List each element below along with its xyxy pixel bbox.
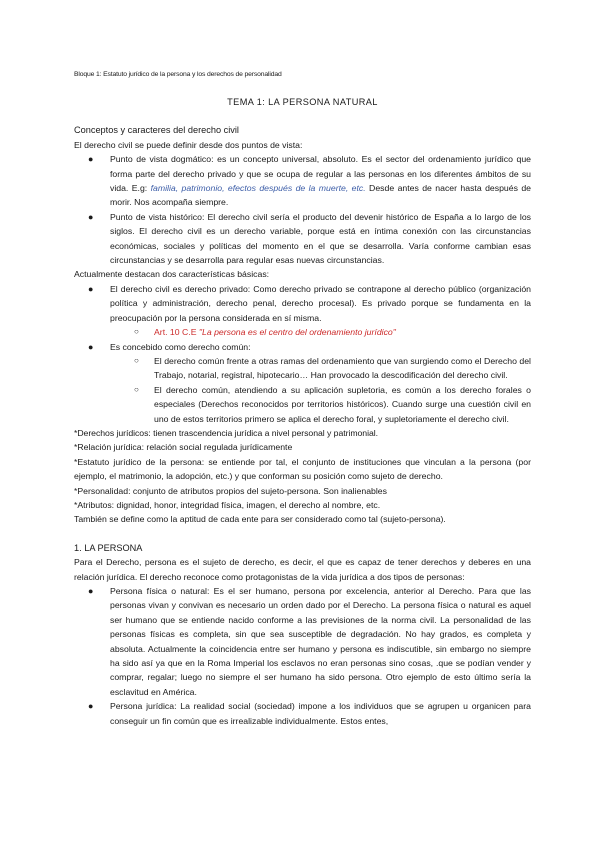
definition-atributos: *Atributos: dignidad, honor, integridad física, imagen, el derecho al nombre, etc. — [74, 499, 381, 510]
hollow-bullet-icon: ○ — [134, 384, 139, 394]
list-item: ● Punto de vista histórico: El derecho civil sería el producto del devenir histórico de España a lo largo de los siglos. El derecho civil es un derecho variable, porque está en íntima conexión con las circunstancias económicas, sociales y políticas del momento en el que se desarrolla. Varía conforme cambian esas circunstancias y se desarrolla para regular esas nuevas circunstancias. — [88, 211, 532, 266]
persona-type-label: Persona jurídica: — [110, 701, 177, 712]
examples-text: familia, patrimonio, efectos después de la muerte, etc. — [150, 183, 366, 194]
hollow-bullet-icon: ○ — [134, 327, 139, 337]
sub-list-item: ○ El derecho común frente a otras ramas del ordenamiento que van surgiendo como el Derecho del Trabajo, notarial, registral, hipotecario… Han provocado la descodificación del derecho civil. — [134, 355, 531, 381]
characteristics-intro: Actualmente destacan dos características básicas: — [74, 269, 270, 280]
sub-list-item — [110, 325, 531, 339]
bullet-icon: ● — [88, 341, 94, 352]
document-header: Bloque 1: Estatuto jurídico de la persona y los derechos de personalidad — [74, 71, 282, 78]
sub-list-item: ○ El derecho común, atendiendo a su aplicación supletoria, es común a los derecho forales o especiales (Derechos reconocidos por territorios históricos). Cuando surge una cuestión civil en uno de estos territorios primero se aplica el derecho foral, y supletoriamente el derecho civil. — [134, 384, 531, 424]
page-title: TEMA 1: LA PERSONA NATURAL — [227, 97, 378, 107]
persona-type-label: Persona física o natural: — [110, 586, 210, 596]
section-intro: El derecho civil se puede definir desde dos puntos de vista: — [74, 139, 303, 150]
definition-relacion-juridica: *Relación jurídica: relación social regulada jurídicamente — [74, 442, 293, 453]
list-item: ● El derecho civil es derecho privado: Como derecho privado se contrapone al derecho público (organización política y administración, derecho penal, derecho procesal). Es privado porque se fundamenta en la preocupación por la persona considerada en sí misma. — [88, 283, 531, 323]
bullet-icon: ● — [88, 701, 94, 712]
definition-aptitud: También se define como la aptitud de cada ente para ser considerado como tal (sujeto-persona). — [74, 514, 446, 525]
bullet-icon: ● — [88, 283, 94, 294]
list-item: ● Persona física o natural: Es el ser humano, persona por excelencia, anterior al Derecho. Para que las personas vivan y convivan es necesario un orden dado por el Derecho. La persona física o natural es aquel ser humano que se entiende nacido conforme a las previsiones de la norma civil. La personalidad de las personas físicas es completa, sin que sea susceptible de degradación. No hay grados, es completa y absoluta. Actualmente la coincidencia entre ser humano y persona es indiscutible, sin embargo no siempre ha sido así ya que en la Roma Imperial los esclavos no eran personas sino cosas, .que se podían vender y comprar, regalar; luego no siempre el ser humano ha sido persona. Otro ejemplo de esto último sería la esclavitud en América. — [88, 586, 531, 697]
bullet-icon: ● — [88, 154, 94, 165]
characteristics-list — [74, 282, 531, 426]
viewpoints-list — [74, 152, 531, 267]
persona-types-list — [74, 584, 531, 728]
hollow-bullet-icon: ○ — [134, 355, 139, 365]
bullet-icon: ● — [88, 586, 94, 596]
bullet-icon: ● — [88, 211, 94, 222]
definition-derechos-juridicos: *Derechos jurídicos: tienen trascendencia jurídica a nivel personal y patrimonial. — [74, 427, 378, 438]
definition-estatuto-juridico: *Estatuto jurídico de la persona: se entiende por tal, el conjunto de instituciones que vinculan a la persona (por ejemplo, el matrimonio, la adopción, etc.) y que conforman su posición como sujeto de derecho. — [74, 456, 531, 482]
definition-personalidad: *Personalidad: conjunto de atributos propios del sujeto-persona. Son inalienables — [74, 485, 387, 496]
list-item: ● Punto de vista dogmático: es un concepto universal, absoluto. Es el sector del ordenamiento jurídico que forma parte del derecho privado y que se ocupa de regular a las personas en los diferentes ámbitos de su vida. E.g: familia, patrimonio, efectos después de la muerte, etc. Desde antes de nacer hasta después de morir. Nos acompaña siempre. — [88, 154, 531, 208]
list-item: ● Es concebido como derecho común: — [74, 340, 531, 354]
section-intro: Para el Derecho, persona es el sujeto de derecho, es decir, el que es capaz de tener derechos y deberes en una relación jurídica. El derecho reconoce como protagonistas de la vida jurídica a dos tipos de personas: — [74, 557, 531, 582]
article-reference: Art. 10 C.E — [154, 327, 199, 338]
viewpoint-label: Punto de vista histórico: — [110, 211, 205, 222]
section-heading-persona: 1. LA PERSONA — [74, 542, 143, 553]
viewpoint-label: Punto de vista dogmático: — [110, 154, 214, 165]
article-quote: "La persona es el centro del ordenamiento jurídico" — [198, 327, 396, 338]
section-heading-concepts: Conceptos y caracteres del derecho civil — [74, 125, 239, 136]
list-item: ● Persona jurídica: La realidad social (sociedad) impone a los individuos que se agrupen u organicen para conseguir un fin común que es irrealizable individualmente. Estos entes, — [88, 701, 531, 726]
